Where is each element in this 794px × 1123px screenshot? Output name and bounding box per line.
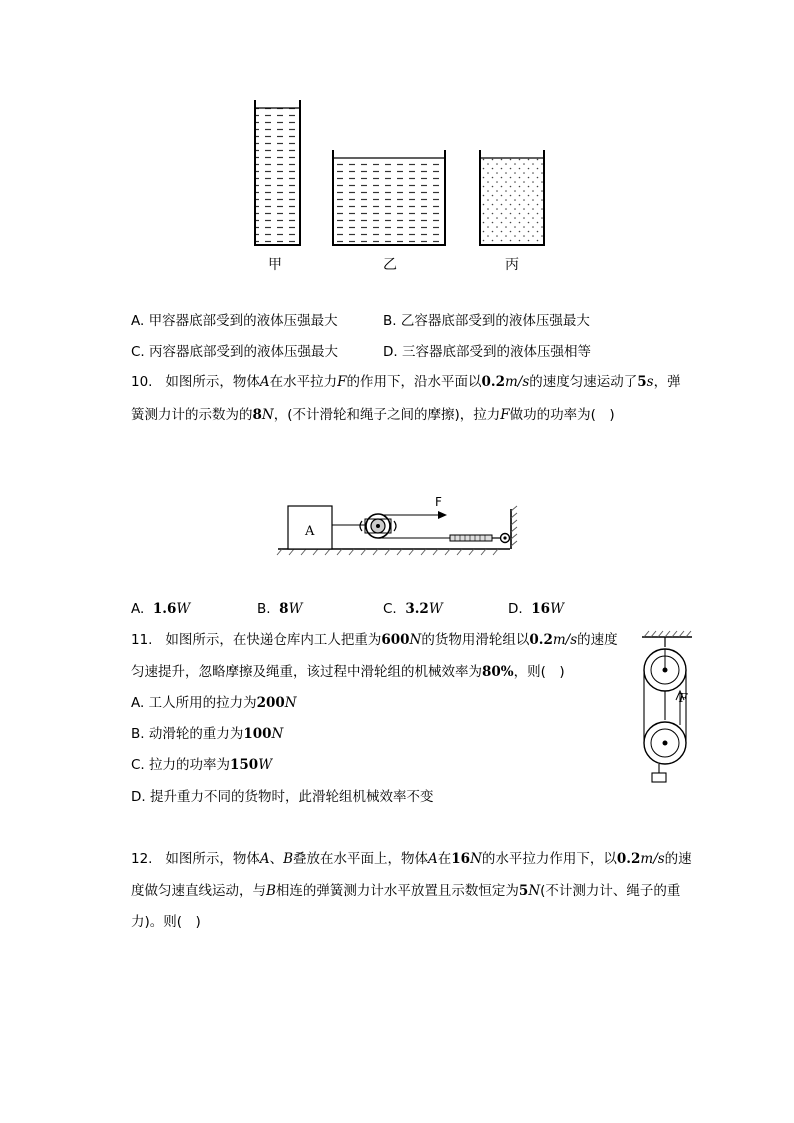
option-value: 200 — [256, 695, 285, 711]
q10-option-d[interactable] — [508, 599, 564, 619]
q12-text: 度做匀速直线运动，与 — [131, 883, 266, 899]
option-text: A. 工人所用的拉力为 — [131, 695, 257, 711]
q10-pulley-figure — [0, 485, 794, 565]
cargo-box — [652, 773, 666, 782]
option-label: B. — [257, 601, 271, 617]
q10-number: 10. — [131, 374, 153, 390]
q10-value: 8 — [252, 407, 262, 423]
container-label-yi: 乙 — [383, 257, 397, 273]
q11-force-f-label: F — [679, 691, 688, 705]
option-unit: N — [284, 695, 297, 711]
spring-scale — [450, 534, 510, 543]
q10-value: 0.2 — [481, 374, 505, 390]
q9-option-d[interactable]: D. 三容器底部受到的液体压强相等 — [383, 344, 591, 360]
q10-text: 做功的功率为( ) — [509, 407, 615, 423]
q11-text: 的货物用滑轮组以 — [421, 632, 530, 648]
option-value: 150 — [230, 757, 259, 773]
q10-var: F — [337, 374, 347, 390]
q12-text: 在 — [437, 851, 452, 867]
q12-unit: N — [528, 883, 541, 899]
q10-option-a[interactable] — [131, 599, 190, 619]
q12-text: (不计测力计、绳子的重 — [540, 883, 681, 899]
q10-option-b[interactable] — [257, 599, 302, 619]
option-unit: N — [271, 726, 284, 742]
moving-pulley — [644, 722, 686, 764]
force-f-label: F — [435, 495, 442, 509]
q10-text: ，弹 — [653, 374, 681, 390]
q10-unit: s — [646, 374, 654, 390]
q12-value: 16 — [451, 851, 471, 867]
container-yi — [333, 150, 445, 245]
q10-line-1 — [131, 372, 681, 392]
option-value: 1.6 — [152, 601, 177, 617]
q10-text: 在水平拉力 — [269, 374, 338, 390]
q11-text: ，则( ) — [513, 664, 565, 680]
block-a-label: A — [305, 524, 315, 539]
q12-number: 12. — [131, 851, 153, 867]
q10-value: 5 — [637, 374, 647, 390]
option-text: C. 拉力的功率为 — [131, 757, 231, 773]
q11-text: 匀速提升，忽略摩擦及绳重，该过程中滑轮组的机械效率为 — [131, 664, 482, 680]
q12-value: 5 — [518, 883, 529, 899]
option-unit: W — [176, 601, 191, 617]
q10-var: A — [259, 374, 270, 390]
q12-text: 相连的弹簧测力计水平放置且示数恒定为 — [275, 883, 519, 899]
q9-option-b[interactable]: B. 乙容器底部受到的液体压强最大 — [383, 313, 590, 329]
pulley — [360, 514, 396, 538]
q11-option-d[interactable]: D. 提升重力不同的货物时，此滑轮组机械效率不变 — [131, 789, 434, 805]
q12-line-1 — [131, 849, 692, 869]
q11-value: 80% — [482, 664, 514, 680]
q12-unit: m/s — [640, 851, 665, 867]
q12-text: 的速 — [664, 851, 692, 867]
q10-text: 的作用下，沿水平面以 — [346, 374, 482, 390]
option-unit: W — [550, 601, 564, 617]
q11-text: 的速度 — [577, 632, 618, 648]
q12-text: 、 — [269, 851, 284, 867]
option-unit: W — [258, 757, 273, 773]
option-value: 8 — [279, 601, 289, 617]
q11-value: 0.2 — [529, 632, 553, 648]
fixed-pulley — [644, 649, 686, 691]
q12-line-2 — [131, 881, 680, 901]
q12-var: A — [259, 851, 270, 867]
option-label: D. — [508, 601, 523, 617]
option-unit: W — [428, 601, 443, 617]
q11-pulley-block-figure — [0, 625, 794, 785]
ceiling — [642, 631, 692, 637]
container-jia — [255, 100, 300, 245]
q11-text: 如图所示，在快递仓库内工人把重为 — [165, 632, 382, 648]
q10-line-2 — [131, 405, 615, 425]
q12-var: B — [283, 851, 294, 867]
container-label-jia: 甲 — [268, 257, 282, 273]
q10-text: 簧测力计的示数为的 — [131, 407, 253, 423]
option-value: 100 — [243, 726, 272, 742]
q10-unit: N — [261, 407, 274, 423]
option-value: 16 — [531, 601, 551, 617]
option-label: A. — [131, 601, 145, 617]
wall — [511, 506, 517, 549]
q9-option-a[interactable]: A. 甲容器底部受到的液体压强最大 — [131, 313, 338, 329]
q12-var: A — [428, 851, 438, 867]
q12-text: 叠放在水平面上，物体 — [293, 851, 429, 867]
q11-unit: m/s — [552, 632, 578, 648]
option-label: C. — [383, 601, 397, 617]
q10-text: 的速度匀速运动了 — [529, 374, 638, 390]
q12-line-3: 力)。则( ) — [131, 914, 201, 930]
container-bing — [480, 150, 544, 245]
q10-option-c[interactable] — [383, 599, 443, 619]
q11-number: 11. — [131, 632, 153, 648]
q10-unit: m/s — [504, 374, 530, 390]
q12-unit: N — [470, 851, 482, 867]
option-value: 3.2 — [405, 601, 429, 617]
q10-var: F — [500, 407, 510, 423]
q12-var: B — [266, 883, 276, 899]
ground — [277, 549, 510, 555]
container-label-bing: 丙 — [505, 257, 519, 273]
q11-unit: N — [409, 632, 422, 648]
option-unit: W — [288, 601, 303, 617]
containers-figure — [0, 0, 794, 290]
q10-text: 如图所示，物体 — [165, 374, 260, 390]
q11-value: 600 — [381, 632, 410, 648]
q12-text: 如图所示，物体 — [165, 851, 260, 867]
option-text: B. 动滑轮的重力为 — [131, 726, 244, 742]
q12-text: 的水平拉力作用下，以 — [481, 851, 617, 867]
force-arrow — [438, 511, 447, 519]
q9-option-c[interactable]: C. 丙容器底部受到的液体压强最大 — [131, 344, 339, 360]
q10-text: ，(不计滑轮和绳子之间的摩擦)，拉力 — [273, 407, 501, 423]
q12-value: 0.2 — [616, 851, 641, 867]
